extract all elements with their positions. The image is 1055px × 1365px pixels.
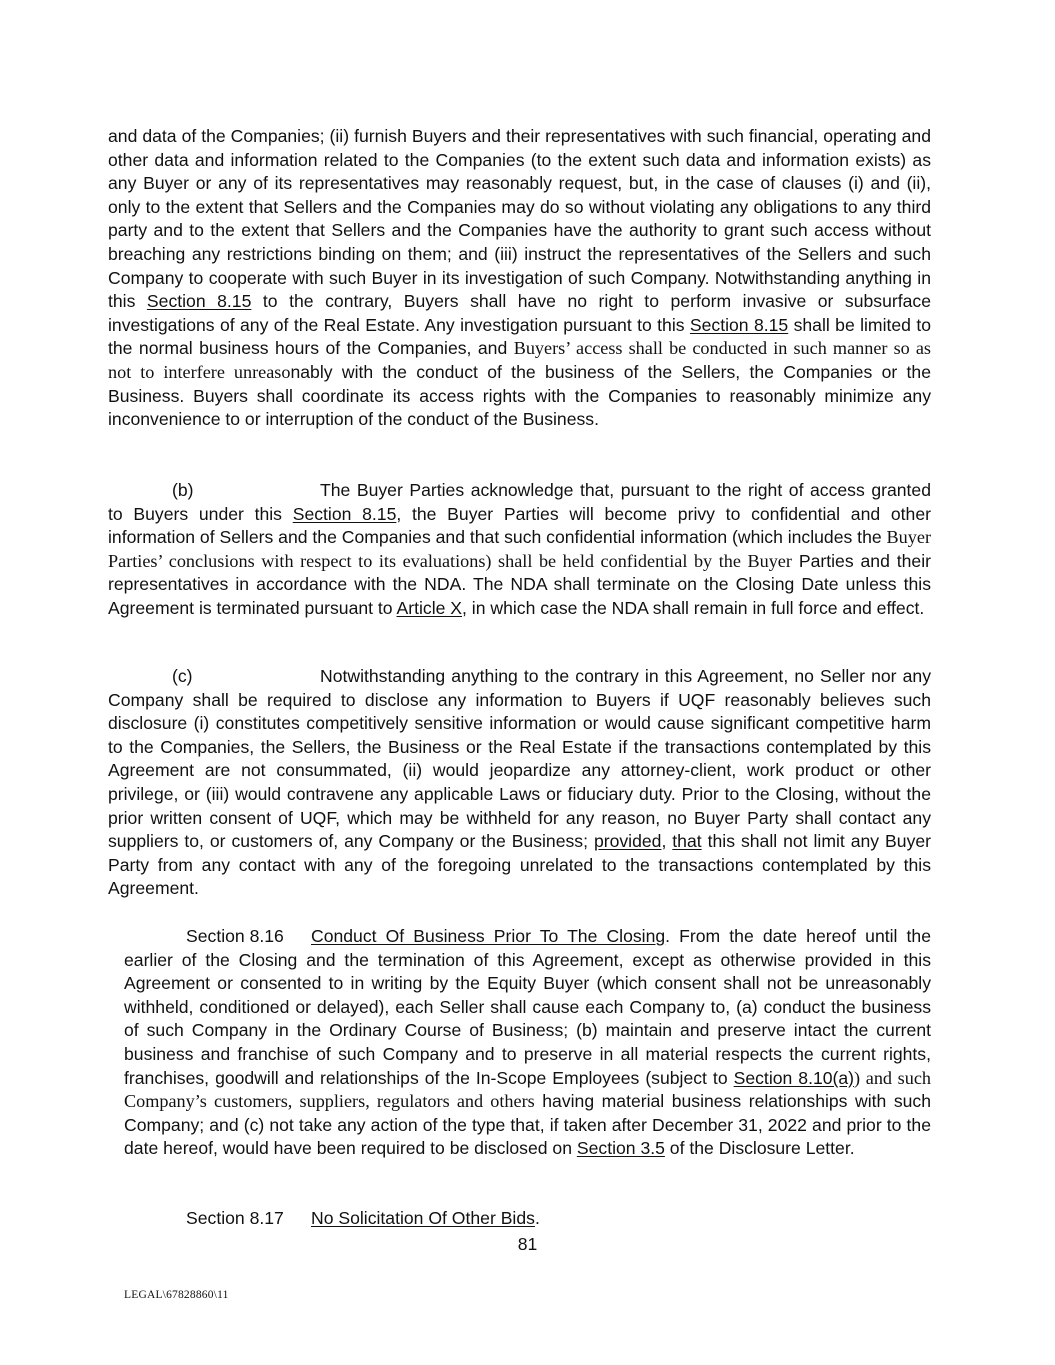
section-reference-link[interactable]: Section 8.15 — [146, 291, 252, 312]
section-reference-link[interactable]: Section 3.5 — [576, 1138, 665, 1159]
paragraph-text: , — [661, 831, 673, 852]
paragraph-text: having material business relationships with such Company; and (c) not take any action of the type that, if taken after December 31, 2022 and prior to the date hereof, would have been required to be disclosed on — [124, 1091, 931, 1159]
section-title: No Solicitation Of Other Bids — [311, 1208, 535, 1228]
paragraph-b-confidentiality — [108, 479, 931, 621]
paragraph-text: of the Disclosure Letter. — [664, 1138, 855, 1159]
paragraph-text: to the contrary, Buyers shall have no right to perform invasive or subsurface investigations of any of the Real Estate. Any investigation pursuant to this — [108, 291, 931, 335]
paragraph-text: The Buyer Parties acknowledge that, pursuant to the right of access granted to Buyers under this — [108, 480, 931, 524]
defined-term: that — [672, 831, 702, 852]
paragraph-text: Buyers’ access shall be conducted in such manner so as not to interfere unreaso — [108, 338, 932, 382]
section-number: Section 8.17 — [186, 1208, 284, 1228]
section-reference-link[interactable]: Section 8.15 — [689, 314, 789, 335]
clause-marker: (b) — [172, 480, 194, 500]
section-reference-link[interactable]: Section 8.15 — [292, 503, 397, 524]
paragraph-text: , in which case the NDA shall remain in full force and effect. — [462, 597, 925, 618]
paragraph-c-disclosure — [108, 665, 931, 901]
section-title: Conduct Of Business Prior To The Closing — [311, 926, 666, 946]
paragraph-access-rights — [108, 125, 931, 432]
section-title-punctuation: . — [534, 1208, 540, 1228]
paragraph-text: shall be limited to the normal business hours of the Companies, and — [108, 314, 931, 359]
paragraph-text: , the Buyer Parties will become privy to confidential and other information of Sellers and the Companies and that such confidential information (which includes the — [108, 503, 931, 548]
paragraph-text: Buyer Parties’ conclusions with respect to its evaluations) shall be held confidential by the Buyer — [108, 527, 931, 571]
document-footer-id: LEGAL\67828860\11 — [124, 1289, 229, 1301]
defined-term: provided — [593, 831, 662, 852]
section-reference-link[interactable]: Section 8.10(a) — [733, 1067, 855, 1088]
article-reference-link[interactable]: Article X — [396, 597, 463, 618]
paragraph-text: nably with the conduct of the business of the Sellers, the Companies or the Business. Buyers shall coordinate its access rights with the Companies to reasonably minimize any inconvenience to or interruption of the conduct of the Business. — [108, 361, 931, 430]
section-8-17 — [124, 1207, 540, 1231]
section-number: Section 8.16 — [186, 926, 284, 946]
paragraph-text: Notwithstanding anything to the contrary in this Agreement, no Seller nor any Company shall be required to disclose any information to Buyers if UQF reasonably believes such disclosure (i) constitutes competitively sensitive information or would cause significant competitive harm to the Companies, the Sellers, the Business or the Real Estate if the transactions contemplated by this Agreement are not consummated, (ii) would jeopardize any attorney-client, work product or other privilege, or (iii) would contravene any applicable Laws or fiduciary duty. Prior to the Closing, without the prior written consent of UQF, which may be withheld for any reason, no Buyer Party shall contact any suppliers to, or customers of, any Company or the Business; — [108, 666, 931, 852]
section-8-16 — [124, 925, 931, 1161]
page-number: 81 — [517, 1234, 538, 1254]
clause-marker: (c) — [172, 666, 193, 686]
paragraph-text: Parties and their representatives in accordance with the NDA. The NDA shall terminate on the Closing Date unless this Agreement is terminated pursuant to — [108, 550, 931, 618]
paragraph-text: and data of the Companies; (ii) furnish Buyers and their representatives with such financial, operating and other data and information related to the Companies (to the extent such data and information exists) as any Buyer or any of its representatives may reasonably request, but, in the case of clauses (i) and (ii), only to the extent that Sellers and the Companies may do so without violating any obligations to any third party and to the extent that Sellers and the Companies have the authority to grant such access without breaching any restrictions binding on them; and (iii) instruct the representatives of the Sellers and such Company to cooperate with such Buyer in its investigation of such Company. Notwithstanding anything in this — [108, 126, 931, 312]
paragraph-text: this shall not limit any Buyer Party from any contact with any of the foregoing unrelated to the transactions contemplated by this Agreement. — [108, 831, 932, 899]
paragraph-text: . From the date hereof until the earlier of the Closing and the termination of this Agreement, except as otherwise provided in this Agreement or consented to in writing by the Equity Buyer (which consent shall not be unreasonably withheld, conditioned or delayed), each Seller shall cause each Company to, (a) conduct the business of such Company in the Ordinary Course of Business; (b) maintain and preserve intact the current business and franchise of such Company and to preserve in all material respects the current rights, franchises, goodwill and relationships of the In-Scope Employees (subject to — [124, 926, 931, 1088]
paragraph-text: ) and such Company’s customers, suppliers, regulators and others — [124, 1067, 932, 1112]
